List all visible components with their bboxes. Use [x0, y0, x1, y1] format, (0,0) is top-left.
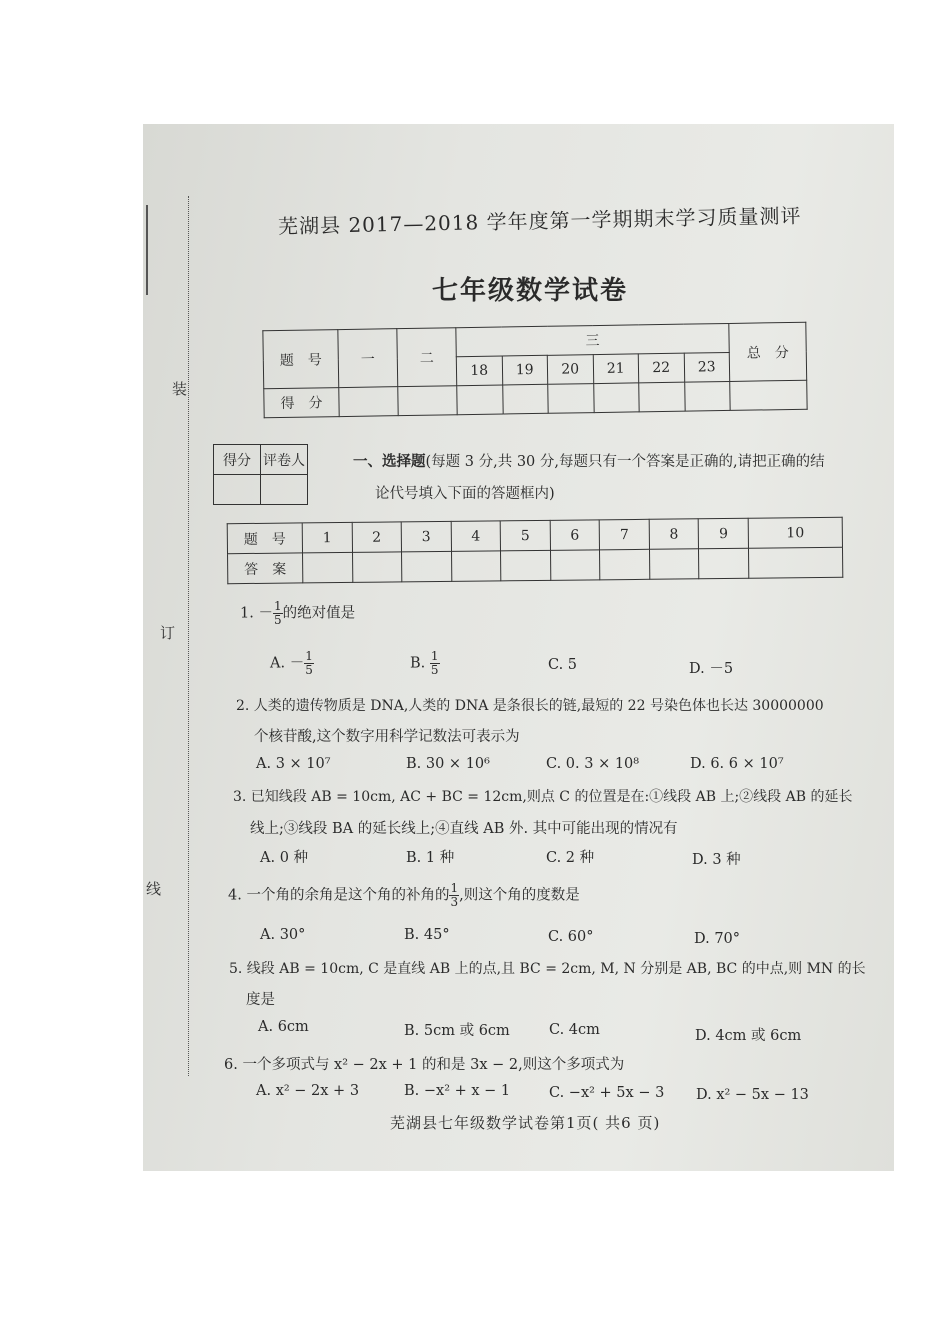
score-table-subcol: 18: [456, 356, 502, 386]
score-table-subcol: 22: [638, 353, 684, 383]
score-table-col-2: 二: [397, 328, 457, 387]
section-1-desc-1: (每题 3 分,共 30 分,每题只有一个答案是正确的,请把正确的结: [425, 454, 825, 470]
score-table-label-number: 题 号: [263, 330, 339, 389]
grader-reviewer-label: 评卷人: [261, 445, 308, 475]
score-cell[interactable]: [339, 387, 398, 417]
question-4-option-b: B. 45°: [404, 927, 450, 943]
answer-cell[interactable]: [451, 551, 501, 582]
question-6-option-d: D. x² − 5x − 13: [696, 1087, 809, 1103]
question-3-option-a: A. 0 种: [260, 850, 309, 866]
question-4-stem: 4. 一个角的余角是这个角的补角的 $\frac{1}{3}$ ,则这个角的度数是: [228, 881, 580, 909]
question-2-option-b: B. 30 × 10⁶: [406, 756, 490, 772]
answer-cell[interactable]: [649, 549, 699, 580]
question-5-option-d: D. 4cm 或 6cm: [695, 1028, 802, 1044]
question-6-option-b: B. −x² + x − 1: [404, 1083, 511, 1099]
question-3-option-c: C. 2 种: [546, 850, 595, 866]
question-5-option-b: B. 5cm 或 6cm: [404, 1023, 510, 1039]
answer-cell[interactable]: [352, 552, 402, 583]
page-edge-shadow: [146, 205, 148, 295]
answer-cell[interactable]: [501, 550, 551, 581]
answer-number: 2: [352, 522, 402, 553]
answer-number: 1: [302, 522, 352, 553]
answer-cell[interactable]: [550, 550, 600, 581]
score-table-subcol: 23: [684, 352, 730, 382]
score-table-label-score: 得 分: [264, 388, 339, 418]
question-5-option-a: A. 6cm: [258, 1019, 309, 1035]
question-4-option-d: D. 70°: [694, 931, 741, 947]
question-1-option-c: C. 5: [548, 657, 578, 673]
answer-number: 5: [500, 520, 550, 551]
score-table-subcol: 19: [502, 355, 548, 385]
page-footer: 芜湖县七年级数学试卷第1页( 共6 页): [390, 1114, 661, 1132]
question-2-line-1: 2. 人类的遗传物质是 DNA,人类的 DNA 是条很长的链,最短的 22 号染色体也长达 30000000: [236, 698, 824, 714]
question-1-option-a: A. － $\frac{1}{5}$: [270, 649, 313, 677]
question-1-stem: 1. － $\frac{1}{5}$ 的绝对值是: [240, 599, 356, 627]
answer-number: 7: [599, 519, 649, 550]
answer-cell[interactable]: [600, 549, 650, 580]
question-2-line-2: 个核苷酸,这个数字用科学记数法可表示为: [254, 729, 520, 745]
score-cell[interactable]: [593, 383, 639, 413]
question-3-option-b: B. 1 种: [406, 850, 455, 866]
section-1-title: 一、选择题: [353, 453, 426, 470]
score-cell[interactable]: [398, 386, 457, 416]
answer-cell[interactable]: [303, 552, 353, 583]
question-3-option-d: D. 3 种: [692, 852, 741, 868]
question-5-line-2: 度是: [246, 992, 275, 1008]
answer-number: 3: [401, 521, 451, 552]
question-2-option-c: C. 0. 3 × 10⁸: [546, 756, 640, 772]
score-table-col-1: 一: [338, 329, 398, 388]
score-table-col-3: 三: [456, 323, 729, 356]
exam-subtitle: 七年级数学试卷: [432, 276, 629, 306]
question-5-line-1: 5. 线段 AB = 10cm, C 是直线 AB 上的点,且 BC = 2cm, M, N 分别是 AB, BC 的中点,则 MN 的长: [229, 961, 866, 977]
question-1-option-d: D. －5: [689, 661, 734, 677]
question-6-line-1: 6. 一个多项式与 x² − 2x + 1 的和是 3x − 2,则这个多项式为: [224, 1057, 625, 1073]
question-1-option-b: B. $\frac{1}{5}$: [410, 649, 439, 677]
answer-cell[interactable]: [402, 551, 452, 582]
section-1-heading: [353, 446, 853, 510]
binding-line: [188, 196, 189, 1076]
answer-table-label-number: 题 号: [227, 523, 302, 554]
grader-table: [213, 444, 308, 505]
binding-mark-ding: 订: [160, 624, 176, 642]
grader-score-label: 得分: [214, 445, 261, 475]
binding-mark-zhuang: 装: [172, 380, 188, 398]
score-cell[interactable]: [639, 382, 685, 412]
question-2-option-d: D. 6. 6 × 10⁷: [690, 756, 784, 772]
question-4-option-c: C. 60°: [548, 929, 594, 945]
question-2-option-a: A. 3 × 10⁷: [256, 756, 331, 772]
answer-table: [227, 517, 844, 584]
question-3-line-1: 3. 已知线段 AB = 10cm, AC + BC = 12cm,则点 C 的位置是在:①线段 AB 上;②线段 AB 的延长: [233, 789, 853, 805]
answer-number: 9: [699, 518, 749, 549]
answer-cell[interactable]: [699, 548, 749, 579]
score-cell[interactable]: [457, 385, 503, 415]
score-cell[interactable]: [684, 381, 730, 411]
score-cell-total[interactable]: [730, 380, 807, 410]
grader-reviewer-cell[interactable]: [261, 475, 308, 505]
binding-mark-xian: 线: [146, 880, 162, 898]
question-6-option-a: A. x² − 2x + 3: [256, 1083, 360, 1099]
score-cell[interactable]: [548, 384, 594, 414]
grader-score-cell[interactable]: [214, 475, 261, 505]
score-table: [262, 322, 807, 419]
exam-title: 芜湖县 2017—2018 学年度第一学期期末学习质量测评: [277, 203, 802, 239]
answer-number: 4: [451, 521, 501, 552]
score-cell[interactable]: [502, 384, 548, 414]
score-table-subcol: 20: [547, 355, 593, 385]
answer-number: 8: [649, 519, 699, 550]
fraction: $\frac{1}{3}$: [450, 881, 459, 909]
section-1-desc-2: 论代号填入下面的答题框内): [375, 486, 555, 502]
question-6-option-c: C. −x² + 5x − 3: [549, 1085, 665, 1101]
answer-table-label-answer: 答 案: [228, 553, 303, 584]
question-4-option-a: A. 30°: [260, 927, 306, 943]
question-5-option-c: C. 4cm: [549, 1022, 600, 1038]
answer-number: 6: [550, 520, 600, 551]
answer-number: 10: [748, 517, 842, 548]
score-table-total: 总 分: [729, 322, 807, 381]
score-table-subcol: 21: [593, 354, 639, 384]
question-3-line-2: 线上;③线段 BA 的延长线上;④直线 AB 外. 其中可能出现的情况有: [250, 821, 678, 837]
fraction: $\frac{1}{5}$: [273, 599, 282, 627]
answer-cell[interactable]: [748, 547, 842, 578]
